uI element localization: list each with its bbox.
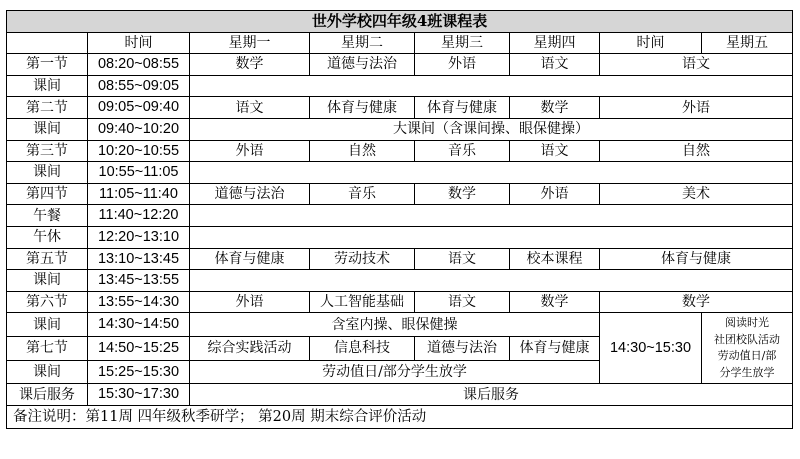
lunch-label: 午餐 <box>7 205 88 227</box>
table-row <box>7 54 793 76</box>
after-school-span: 课后服务 <box>190 384 793 406</box>
table-row <box>7 205 793 227</box>
break-label: 课间 <box>7 162 88 184</box>
tuesday-class: 劳动技术 <box>310 248 415 270</box>
corner-cell <box>7 32 88 54</box>
wednesday-class: 语文 <box>415 248 510 270</box>
lunch-span <box>190 205 793 227</box>
monday-class: 外语 <box>190 291 310 313</box>
nap-span <box>190 226 793 248</box>
break-span <box>190 162 793 184</box>
period-label: 第五节 <box>7 248 88 270</box>
wednesday-class: 道德与法治 <box>415 336 510 360</box>
table-row <box>7 118 793 140</box>
friday-activity: 社团校队活动 <box>714 332 781 346</box>
break-span <box>190 270 793 292</box>
table-row <box>7 75 793 97</box>
thursday-class: 数学 <box>510 97 600 119</box>
table-row <box>7 226 793 248</box>
friday-class: 体育与健康 <box>600 248 793 270</box>
table-row <box>7 140 793 162</box>
tuesday-class: 道德与法治 <box>310 54 415 76</box>
tuesday-class: 人工智能基础 <box>310 291 415 313</box>
wednesday-class: 语文 <box>415 291 510 313</box>
break-time: 14:30~14:50 <box>88 313 190 337</box>
lunch-time: 11:40~12:20 <box>88 205 190 227</box>
friday-class: 自然 <box>600 140 793 162</box>
monday-class: 综合实践活动 <box>190 336 310 360</box>
thursday-class: 校本课程 <box>510 248 600 270</box>
period-label: 第三节 <box>7 140 88 162</box>
thursday-class: 语文 <box>510 140 600 162</box>
timetable-title: 世外学校四年级4班课程表 <box>7 11 793 33</box>
period-label: 第七节 <box>7 336 88 360</box>
nap-label: 午休 <box>7 226 88 248</box>
timetable <box>6 10 793 429</box>
friday-class: 数学 <box>600 291 793 313</box>
period-label: 第六节 <box>7 291 88 313</box>
break-label: 课间 <box>7 75 88 97</box>
after-school-label: 课后服务 <box>7 384 88 406</box>
table-row <box>7 97 793 119</box>
table-row <box>7 162 793 184</box>
wednesday-class: 音乐 <box>415 140 510 162</box>
break-span <box>190 75 793 97</box>
period-time: 14:50~15:25 <box>88 336 190 360</box>
table-row <box>7 183 793 205</box>
monday-class: 体育与健康 <box>190 248 310 270</box>
friday-class: 语文 <box>600 54 793 76</box>
thursday-class: 外语 <box>510 183 600 205</box>
header-thursday: 星期四 <box>510 32 600 54</box>
title-row <box>7 11 793 33</box>
header-monday: 星期一 <box>190 32 310 54</box>
wednesday-class: 体育与健康 <box>415 97 510 119</box>
tuesday-class: 信息科技 <box>310 336 415 360</box>
friday-afternoon-activities <box>702 313 793 384</box>
tuesday-class: 体育与健康 <box>310 97 415 119</box>
thursday-class: 体育与健康 <box>510 336 600 360</box>
period-time: 13:10~13:45 <box>88 248 190 270</box>
break-label: 课间 <box>7 360 88 384</box>
monday-class: 道德与法治 <box>190 183 310 205</box>
header-wednesday: 星期三 <box>415 32 510 54</box>
friday-class: 美术 <box>600 183 793 205</box>
wednesday-class: 外语 <box>415 54 510 76</box>
wednesday-class: 数学 <box>415 183 510 205</box>
break-time: 10:55~11:05 <box>88 162 190 184</box>
period-time: 10:20~10:55 <box>88 140 190 162</box>
friday-activity: 劳动值日/部 <box>717 349 777 363</box>
header-friday: 星期五 <box>702 32 793 54</box>
header-time-friday: 时间 <box>600 32 702 54</box>
dismissal-span: 劳动值日/部分学生放学 <box>190 360 600 384</box>
header-row <box>7 32 793 54</box>
table-row <box>7 270 793 292</box>
break-time: 09:40~10:20 <box>88 118 190 140</box>
period-label: 第一节 <box>7 54 88 76</box>
tuesday-class: 音乐 <box>310 183 415 205</box>
period-label: 第四节 <box>7 183 88 205</box>
period-label: 第二节 <box>7 97 88 119</box>
break-label: 课间 <box>7 313 88 337</box>
after-school-time: 15:30~17:30 <box>88 384 190 406</box>
friday-afternoon-time: 14:30~15:30 <box>600 313 702 384</box>
table-row <box>7 384 793 406</box>
big-break-span: 大课间（含课间操、眼保健操） <box>190 118 793 140</box>
period-time: 09:05~09:40 <box>88 97 190 119</box>
monday-class: 数学 <box>190 54 310 76</box>
period-time: 11:05~11:40 <box>88 183 190 205</box>
header-time: 时间 <box>88 32 190 54</box>
friday-activity: 阅读时光 <box>725 316 770 330</box>
header-tuesday: 星期二 <box>310 32 415 54</box>
period-time: 13:55~14:30 <box>88 291 190 313</box>
table-row <box>7 248 793 270</box>
table-row <box>7 291 793 313</box>
indoor-exercise-span: 含室内操、眼保健操 <box>190 313 600 337</box>
tuesday-class: 自然 <box>310 140 415 162</box>
break-time: 08:55~09:05 <box>88 75 190 97</box>
remarks: 备注说明：第11周 四年级秋季研学； 第20周 期末综合评价活动 <box>7 405 793 428</box>
nap-time: 12:20~13:10 <box>88 226 190 248</box>
friday-activity: 分学生放学 <box>719 365 775 379</box>
thursday-class: 语文 <box>510 54 600 76</box>
break-label: 课间 <box>7 118 88 140</box>
period-time: 08:20~08:55 <box>88 54 190 76</box>
break-time: 15:25~15:30 <box>88 360 190 384</box>
break-label: 课间 <box>7 270 88 292</box>
table-row <box>7 313 793 337</box>
note-row <box>7 405 793 428</box>
monday-class: 外语 <box>190 140 310 162</box>
friday-class: 外语 <box>600 97 793 119</box>
thursday-class: 数学 <box>510 291 600 313</box>
break-time: 13:45~13:55 <box>88 270 190 292</box>
monday-class: 语文 <box>190 97 310 119</box>
